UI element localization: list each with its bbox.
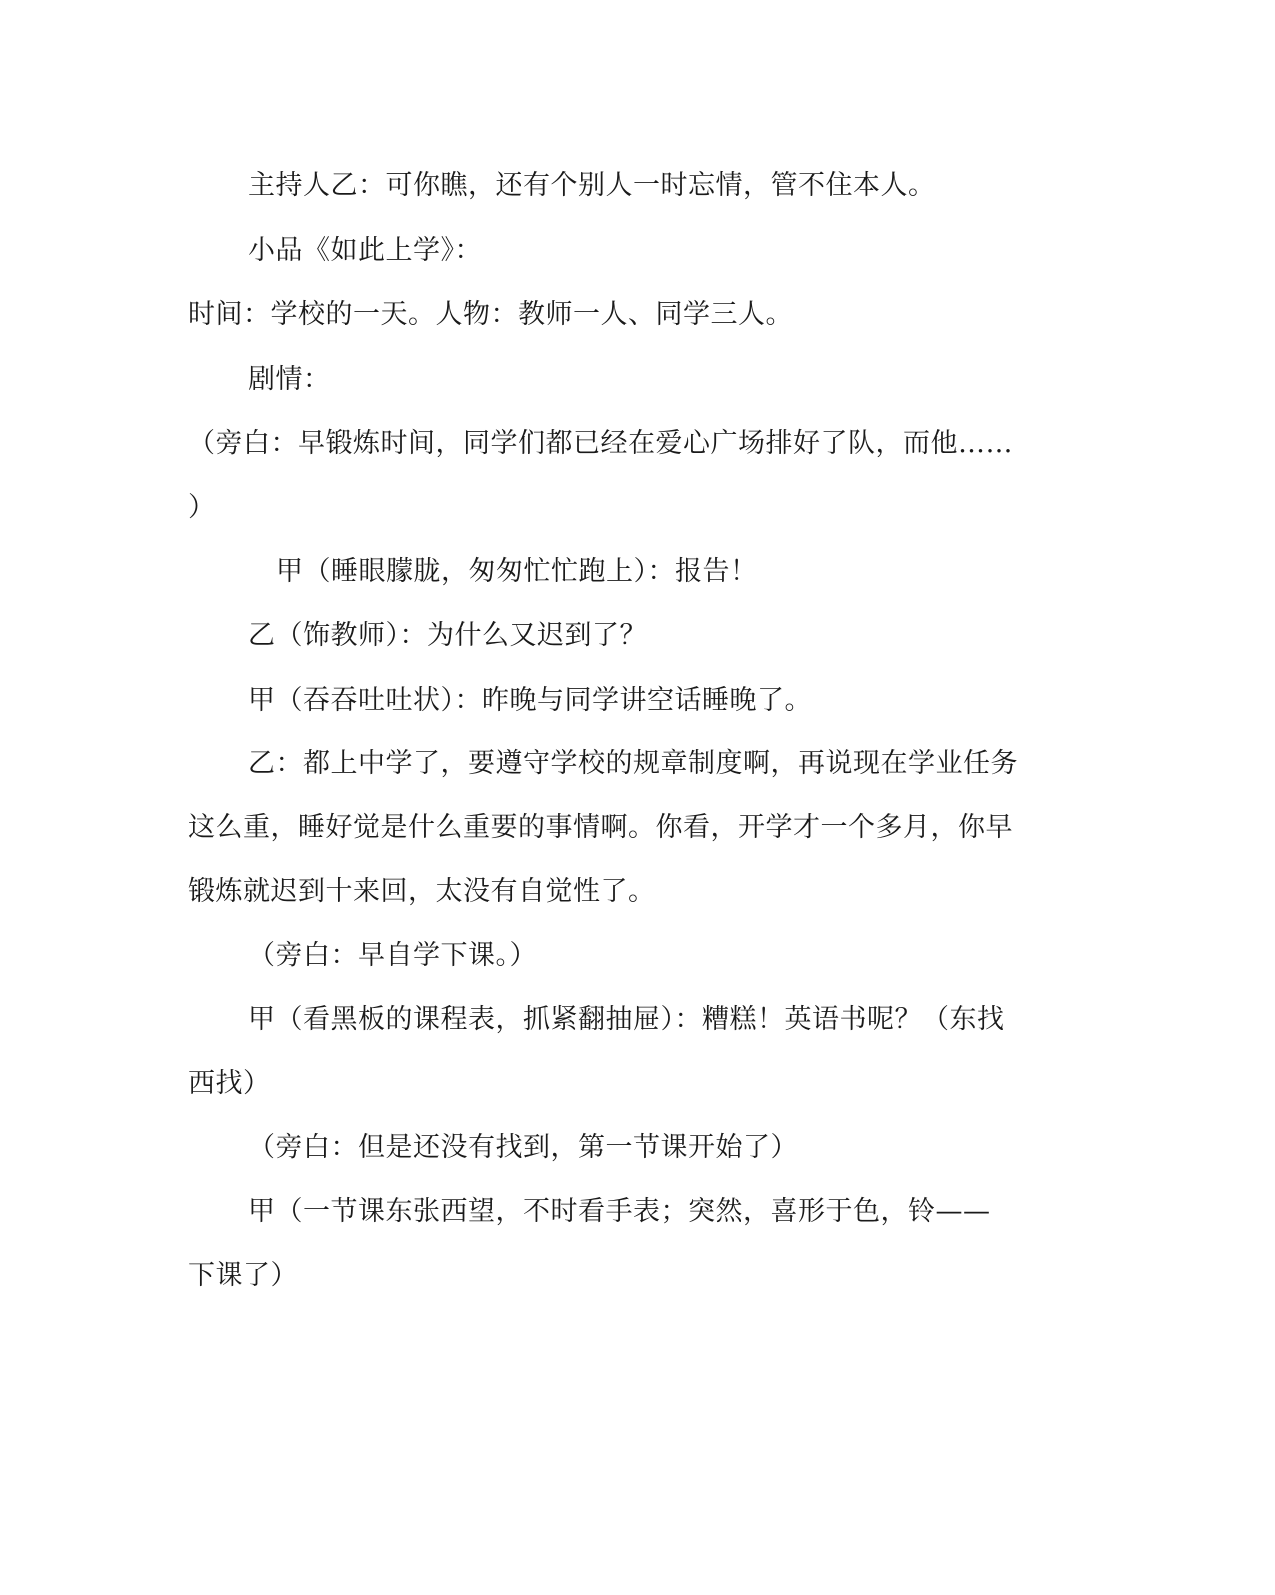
text-line: 甲（吞吞吐吐状）：昨晚与同学讲空话睡晚了。: [248, 685, 812, 716]
text-line: 锻炼就迟到十来回，太没有自觉性了。: [188, 876, 656, 907]
text-line: 这么重，睡好觉是什么重要的事情啊。你看，开学才一个多月，你早: [188, 812, 1013, 843]
text-line: 乙（饰教师）：为什么又迟到了？: [248, 620, 647, 651]
text-line: 小品《如此上学》：: [248, 235, 482, 266]
text-line: 剧情：: [248, 364, 331, 395]
text-line: 甲（看黑板的课程表，抓紧翻抽屉）：糟糕！英语书呢？（东找: [248, 1004, 1005, 1035]
text-line: 甲（一节课东张西望，不时看手表；突然，喜形于色，铃——: [248, 1196, 991, 1227]
text-line: 下课了）: [188, 1260, 298, 1291]
text-line: （旁白：早锻炼时间，同学们都已经在爱心广场排好了队，而他……: [188, 428, 1013, 459]
text-line: 西找）: [188, 1068, 271, 1099]
text-line: ）: [188, 492, 216, 523]
text-line: 时间：学校的一天。人物：教师一人、同学三人。: [188, 299, 793, 330]
text-line: （旁白：但是还没有找到，第一节课开始了）: [248, 1132, 798, 1163]
text-line: 主持人乙：可你瞧，还有个别人一时忘情，管不住本人。: [248, 170, 936, 201]
text-line: 乙：都上中学了，要遵守学校的规章制度啊，再说现在学业任务: [248, 748, 1018, 779]
text-line: 甲（睡眼朦胧，匆匆忙忙跑上）：报告！: [276, 556, 758, 587]
text-line: （旁白：早自学下课。）: [248, 940, 537, 971]
